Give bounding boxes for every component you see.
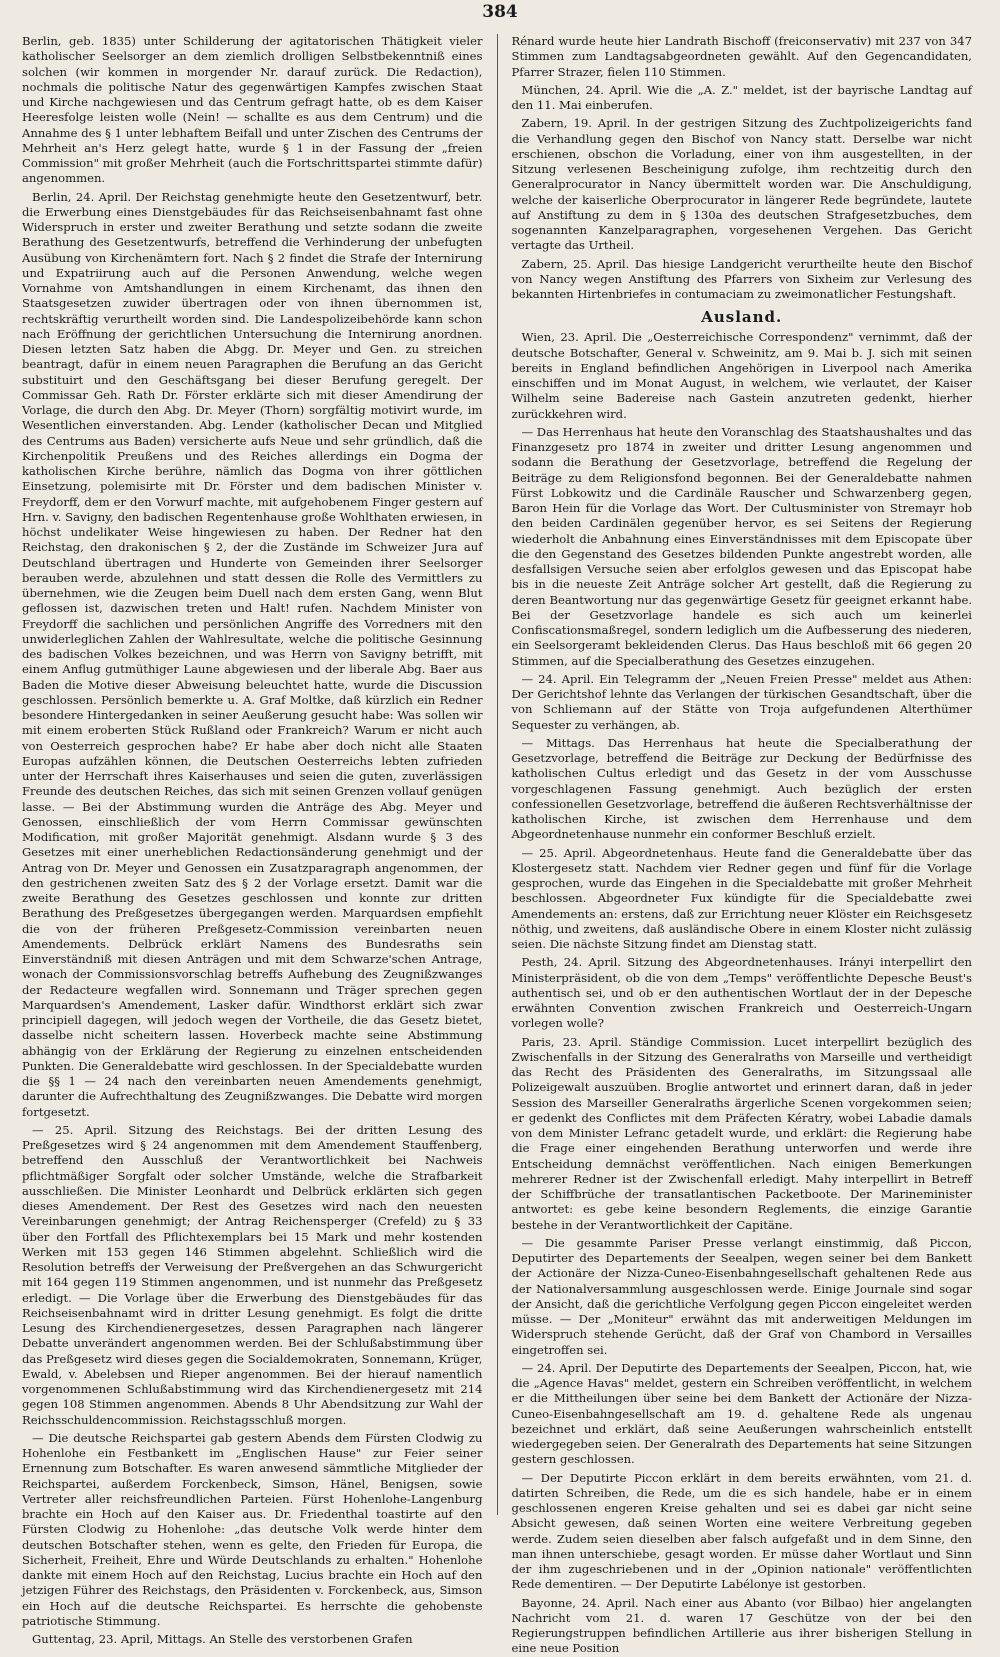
paragraph: — Die deutsche Reichspartei gab gestern Abends dem Fürsten Clodwig zu Hohenlohe ein Festbankett im „Englischen Hause" zur Feier seiner Ernennung zum Botschafter. Es waren anwesend sämmtliche Mitglieder der Reichspartei, außerdem Forckenbeck, Simson, Hänel, Benigsen, sowie Vertreter aller reichsfreundlichen Parteien. Fürst Hohenlohe-Langenburg brachte ein Hoch auf den Kaiser aus. Dr. Friedenthal toastirte auf den Fürsten Clodwig zu Hohenlohe: „das deutsche Volk werde hinter dem deutschen Botschafter stehen, wenn es gelte, den Frieden für Europa, die Sicherheit, Freiheit, Ehre und Würde Deutschlands zu erhalten." Hohenlohe dankte mit einem Hoch auf den Reichstag, Lucius brachte ein Hoch auf den jetzigen Führer des Reichstags, den Präsidenten v. Forckenbeck, aus, Simson ein Hoch auf die deutsche Reichspartei. Es herrschte die gehobenste patriotische Stimmung. <box>22 1430 483 1628</box>
paragraph: — Das Herrenhaus hat heute den Voranschlag des Staatshaushaltes und das Finanzgesetz pro 1874 in zweiter und dritter Lesung angenommen und sodann die Berathung der Gesetzvorlage, betreffend die Regelung der Beiträge zu dem Religionsfond begonnen. Bei der Generaldebatte nahmen Fürst Lobkowitz und die Cardinäle Rauscher und Schwarzenberg gegen, Baron Hein für die Vorlage das Wort. Der Cultusminister von Stremayr hob den beiden Cardinälen gegenüber hervor, es sei Seitens der Regierung wiederholt die Anbahnung eines Einverständnisses mit dem Episcopate über die den Gegenstand des Gesetzes bildenden Punkte angestrebt worden, alle desfallsigen Versuche seien aber erfolglos gewesen und das Episcopat habe bis in die neueste Zeit Anträge solcher Art gestellt, daß die Regierung zu deren Beantwortung nur das gegenwärtige Gesetz für geeignet erkannt habe. Bei der Gesetzvorlage handele es sich auch um keinerlei Confiscationsmaßregel, sondern lediglich um die Aufbesserung des niederen, ein Seelsorgeramt bekleidenden Clerus. Das Haus beschloß mit 66 gegen 20 Stimmen, auf die Specialberathung des Gesetzes einzugehen. <box>511 424 972 668</box>
paragraph: — Mittags. Das Herrenhaus hat heute die Specialberathung der Gesetzvorlage, betreffend die Beiträge zur Deckung der Bedürfnisse des katholischen Cultus erledigt und das Gesetz in der vom Ausschusse vorgeschlagenen Fassung genehmigt. Auch bezüglich der ersten confessionellen Gesetzvorlage, betreffend die äußeren Rechtsverhältnisse der katholischen Kirche, ist zwischen dem Herrenhause und dem Abgeordnetenhause nunmehr ein conformer Beschluß erzielt. <box>511 735 972 842</box>
paragraph: — 24. April. Der Deputirte des Departements der Seealpen, Piccon, hat, wie die „Agence Havas" meldet, gestern ein Schreiben veröffentlicht, in welchem er die Mittheilungen über seine bei dem Bankett der Actionäre der Nizza-Cuneo-Eisenbahngesellschaft am 19. d. gehaltene Rede als ungenau bezeichnet und erklärt, daß seine Aeußerungen wahrscheinlich entstellt wiedergegeben seien. Der Generalrath des Departements hat seine Sitzungen gestern geschlossen. <box>511 1360 972 1467</box>
columns <box>22 34 972 1656</box>
page-number: 384 <box>482 2 518 22</box>
paragraph: Wien, 23. April. Die „Oesterreichische Correspondenz" vernimmt, daß der deutsche Botschafter, General v. Schweinitz, am 9. Mai b. J. sich mit seinen bereits in England befindlichen Angehörigen in Liverpool nach Amerika einschiffen und im Monat August, in welchem, wie verlautet, der Kaiser Wilhelm seine Badereise nach Gastein anzutreten gedenkt, hierher zurückkehren wird. <box>511 330 972 421</box>
paragraph: Berlin, geb. 1835) unter Schilderung der agitatorischen Thätigkeit vieler katholischer Seelsorger an dem ziemlich drolligen Selbstbekenntniß eines solchen (wir kommen in morgender Nr. darauf zurück. Die Redaction), nochmals die politische Natur des gegenwärtigen Kampfes zwischen Staat und Kirche nachgewiesen und das Centrum gefragt hatte, ob es dem Kaiser Heeresfolge leisten wolle (Nein! — schallte es aus dem Centrum) und die Annahme des § 1 unter lebhaftem Beifall und unter Zischen des Centrums der Mehrheit an's Herz gelegt hatte, wurde § 1 in der Fassung der „freien Commission" mit großer Mehrheit (auch die Fortschrittspartei stimmte dafür) angenommen. <box>22 34 483 186</box>
paragraph: München, 24. April. Wie die „A. Z." meldet, ist der bayrische Landtag auf den 11. Mai einberufen. <box>511 82 972 112</box>
right-column <box>511 34 973 1656</box>
paragraph: Guttentag, 23. April, Mittags. An Stelle des verstorbenen Grafen <box>32 1632 413 1646</box>
paragraph: Berlin, 24. April. Der Reichstag genehmigte heute den Gesetzentwurf, betr. die Erwerbung eines Dienstgebäudes für das Reichseisenbahnamt fast ohne Widerspruch in erster und zweiter Berathung und setzte sodann die zweite Berathung des Gesetzentwurfs, betreffend die Verhinderung der unbefugten Ausübung von Kirchenämtern fort. Nach § 2 findet die Strafe der Internirung und Expatriirung auch auf die Personen Anwendung, welche wegen Vornahme von Amtshandlungen in einem Kirchenamt, das ihnen den Staatsgesetzen zuwider übertragen oder von ihnen übernommen ist, rechtskräftig verurtheilt worden sind. Die Landespolizeibehörde kann schon nach Eröffnung der gerichtlichen Untersuchung die Internirung anordnen. Diesen letzten Satz haben die Abgg. Dr. Meyer und Gen. zu streichen beantragt, dafür in einem neuen Paragraphen die Berufung an das Gericht substituirt und den Geschäftsgang bei dieser Berufung geregelt. Der Commissar Geh. Rath Dr. Förster erklärte sich mit dieser Amendirung der Vorlage, die durch den Abg. Dr. Meyer (Thorn) sorgfältig motivirt wurde, im Wesentlichen einverstanden. Abg. Lender (katholischer Decan und Mitglied des Centrums aus Baden) versicherte aufs Neue und sehr gründlich, daß die Kirchenpolitik Preußens und des Reiches allerdings ein Dogma der katholischen Kirche berühre, nämlich das Dogma von ihrer göttlichen Einsetzung, polemisirte mit Dr. Förster und dem badischen Minister v. Freydorff, dem er den Vorwurf machte, mit aufgehobenem Finger gestern auf Hrn. v. Savigny, den badischen Regentenhause große Wohlthaten erwiesen, in höchst undelikater Weise hingewiesen zu haben. Der Redner hat den Reichstag, den drakonischen § 2, der die Zustände im Schweizer Jura auf Deutschland übertragen und Hunderte von Gemeinden ihrer Seelsorger berauben werde, abzulehnen und statt dessen die Rolle des Vermittlers zu übernehmen, wie die Zeugen beim Duell nach dem ersten Gang, wenn Blut geflossen ist, dazwischen treten und Halt! rufen. Nachdem Minister von Freydorff die sachlichen und persönlichen Angriffe des Vorredners mit den unwiderleglichen Zahlen der Wahlresultate, welche die politische Gesinnung des badischen Volkes bezeichnen, und was Herrn von Savigny betrifft, mit einem Anflug gutmüthiger Laune abgewiesen und der liberale Abg. Baer aus Baden die Motive dieser Abweisung beleuchtet hatte, wurde die Discussion geschlossen. Persönlich bemerkte u. A. Graf Moltke, daß kürzlich ein Redner besondere Hintergedanken in seiner Aeußerung gesucht habe: Was sollen wir mit einem eroberten Stück Rußland oder Frankreich? Warum er nicht auch von Oesterreich gesprochen habe? Er habe aber doch nicht alle Staaten Europas aufzählen können, die Deutschen Oesterreichs lebten zufrieden unter der Herrschaft ihres Kaiserhauses und seien die guten, zuverlässigen Freunde des deutschen Reiches, das sich mit seinen Grenzen vollauf genügen lasse. — Bei der Abstimmung wurden die Anträge des Abg. Meyer und Genossen, einschließlich der vom Herrn Commissar gewünschten Modification, mit großer Majorität genehmigt. Alsdann wurde § 3 des Gesetzes mit einer unerheblichen Redactionsänderung genehmigt und der Antrag von Dr. Meyer und Genossen ein Zusatzparagraph angenommen, der den gestrichenen zweiten Satz des § 2 der Vorlage ersetzt. Damit war die zweite Berathung des Gesetzes geschlossen und konnte zur dritten Berathung des Preßgesetzes übergegangen werden. Marquardsen empfiehlt die von der früheren Preßgesetz-Commission vereinbarten neuen Amendements. Delbrück erklärt Namens des Bundesraths sein Einverständniß mit diesen Anträgen und mit dem Schwarze'schen Antrage, wonach der Commissionsvorschlag betreffs Aufhebung des Zeugnißzwanges der Redacteure wegfallen wird. Sonnemann und Träger sprechen gegen Marquardsen's Amendement, Lasker dafür. Windthorst erklärt sich zwar principiell dagegen, will jedoch wegen der Vortheile, die das Gesetz bietet, dasselbe nicht scheitern lassen. Hoverbeck machte seine Abstimmung abhängig von der Erklärung der Regierung zu einzelnen entscheidenden Punkten. Die Generaldebatte wird geschlossen. In der Specialdebatte wurden die §§ 1 — 24 nach den vereinbarten neuen Amendements genehmigt, darunter die Aufrechthaltung des Zeugnißzwanges. Die Debatte wird morgen fortgesetzt. <box>22 189 483 1119</box>
paragraph: Paris, 23. April. Ständige Commission. Lucet interpellirt bezüglich des Zwischenfalls in der Sitzung des Generalraths von Marseille und vertheidigt das Recht des Präsidenten des Generalraths, im Sitzungssaal alle Polizeigewalt auszuüben. Broglie antwortet und erinnert daran, daß in jeder Session des Marseiller Generalraths ärgerliche Scenen vorgekommen seien; er gedenkt des Conflictes mit dem Präfecten Kératry, wobei Labadie damals von dem Minister Lefranc getadelt wurde, und erklärt: die Regierung habe die Frage einer eingehenden Berathung unterworfen und werde ihre Entscheidung demnächst veröffentlichen. Nach einigen Bemerkungen mehrerer Redner ist der Zwischenfall erledigt. Mahy interpellirt in Betreff der Schiffbrüche der transatlantischen Packetboote. Der Marineminister antwortet: es gebe keine besondern Reglements, die einzige Garantie bestehe in der Verantwortlichkeit der Capitäne. <box>511 1034 972 1232</box>
paragraph: Zabern, 25. April. Das hiesige Landgericht verurtheilte heute den Bischof von Nancy wegen Anstiftung des Pfarrers von Sixheim zur Verlesung des bekannten Hirtenbriefes in contumaciam zu zweimonatlicher Festungshaft. <box>511 256 972 301</box>
section-heading-ausland: Ausland. <box>701 308 783 327</box>
paragraph: — Die gesammte Pariser Presse verlangt einstimmig, daß Piccon, Deputirter des Departements der Seealpen, wegen seiner bei dem Bankett der Actionäre der Nizza-Cuneo-Eisenbahngesellschaft gehaltenen Rede aus der Nationalversammlung ausgeschlossen werde. Einige Journale sind sogar der Ansicht, daß die gerichtliche Verfolgung gegen Piccon eingeleitet werden müsse. — Der „Moniteur" erwähnt das mit anderweitigen Meldungen im Widerspruch stehende Gerücht, daß der Graf von Chambord in Versailles eingetroffen sei. <box>511 1235 972 1357</box>
paragraph: Bayonne, 24. April. Nach einer aus Abanto (vor Bilbao) hier angelangten Nachricht vom 21. d. waren 17 Geschütze von der bei den Regierungstruppen befindlichen Artillerie aus ihrer bisherigen Stellung in eine neue Position <box>511 1595 972 1656</box>
paragraph: — 25. April. Sitzung des Reichstags. Bei der dritten Lesung des Preßgesetzes wird § 24 angenommen mit dem Amendement Stauffenberg, betreffend den Ausschluß der Verantwortlichkeit bei Nachweis pflichtmäßiger Sorgfalt oder solcher Umstände, welche die Strafbarkeit ausschließen. Die Minister Leonhardt und Delbrück erklärten sich gegen dieses Amendement. Der Rest des Gesetzes wird nach den neuesten Vereinbarungen genehmigt; der Antrag Reichensperger (Crefeld) zu § 33 über den Fortfall des Pflichtexemplars bei 15 Mark und mehr kostenden Werken mit 153 gegen 146 Stimmen abgelehnt. Schließlich wird die Resolution betreffs der Verweisung der Preßvergehen an das Schwurgericht mit 164 gegen 119 Stimmen angenommen, und ist nunmehr das Preßgesetz erledigt. — Die Vorlage über die Erwerbung des Dienstgebäudes für das Reichseisenbahnamt wird in dritter Lesung genehmigt. Es folgt die dritte Lesung des Kirchendienergesetzes, dessen Paragraphen nach längerer Debatte unverändert angenommen werden. Bei der Schlußabstimmung über das Preßgesetz wird dieses gegen die Socialdemokraten, Sonnemann, Krüger, Ewald, v. Abelebsen und Rieper angenommen. Bei der hierauf namentlich vorgenommenen Schlußabstimmung wird das Kirchendienergesetz mit 214 gegen 108 Stimmen angenommen. Abends 8 Uhr Abendsitzung zur Wahl der Reichsschuldencommission. Reichstagsschluß morgen. <box>22 1122 483 1427</box>
paragraph: — 24. April. Ein Telegramm der „Neuen Freien Presse" meldet aus Athen: Der Gerichtshof lehnte das Verlangen der türkischen Gesandtschaft, über die von Schliemann auf der Stätte von Troja aufgefundenen Alterthümer Sequester zu verhängen, ab. <box>511 671 972 732</box>
paragraph: Pesth, 24. April. Sitzung des Abgeordnetenhauses. Irányi interpellirt den Ministerpräsident, ob die von dem „Temps" veröffentlichte Depesche Beust's authentisch sei, und ob er den authentischen Wortlaut der in der Depesche erwähnten Convention zwischen Frankreich und Oesterreich-Ungarn vorlegen wolle? <box>511 955 972 1031</box>
column-divider <box>497 34 498 1515</box>
paragraph: — 25. April. Abgeordnetenhaus. Heute fand die Generaldebatte über das Klostergesetz statt. Nachdem vier Redner gegen und fünf für die Vorlage gesprochen, wurde das Eingehen in die Specialdebatte mit großer Mehrheit beschlossen. Abgeordneter Fux kündigte für die Specialdebatte zwei Amendements an: erstens, daß zur Errichtung neuer Klöster ein Reichsgesetz nöthig, und zweitens, daß ausländische Obere in einem Kloster nicht zulässig seien. Die nächste Sitzung findet am Dienstag statt. <box>511 845 972 951</box>
paragraph: Zabern, 19. April. In der gestrigen Sitzung des Zuchtpolizeigerichts fand die Verhandlung gegen den Bischof von Nancy statt. Derselbe war nicht erschienen, obschon die Vorladung, einer von ihm ausgestellten, in der Sitzung verlesenen Bescheinigung zufolge, ihm rechtzeitig durch den Generalprocurator in Nancy übermittelt worden war. Die Anschuldigung, welche der kaiserliche Oberprocurator in längerer Rede begründete, lautete auf Anstiftung zu dem in § 130a des deutschen Strafgesetzbuches, dem sogenannten Kanzelparagraphen, vorgesehenen Vergehen. Das Gericht vertagte das Urtheil. <box>511 116 972 253</box>
paragraph: — Der Deputirte Piccon erklärt in dem bereits erwähnten, vom 21. d. datirten Schreiben, die Rede, um die es sich handele, habe er in einem geschlossenen engeren Kreise gehalten und sei es dabei gar nicht seine Absicht gewesen, daß seinen Worten eine weitere Verbreitung gegeben werde. Zudem seien dieselben aber falsch aufgefaßt und in dem Sinne, den man ihnen unterschiebe, gesagt worden. Er müsse daher Wortlaut und Sinn der ihm zugeschriebenen und in der „Opinion nationale" veröffentlichten Rede dementiren. — Der Deputirte Labélonye ist gestorben. <box>511 1470 972 1592</box>
paragraph: Rénard wurde heute hier Landrath Bischoff (freiconservativ) mit 237 von 347 Stimmen zum Landtagsabgeordneten gewählt. Auf den Gegencandidaten, Pfarrer Strazer, fielen 110 Stimmen. <box>511 34 972 79</box>
left-column <box>22 34 483 1646</box>
